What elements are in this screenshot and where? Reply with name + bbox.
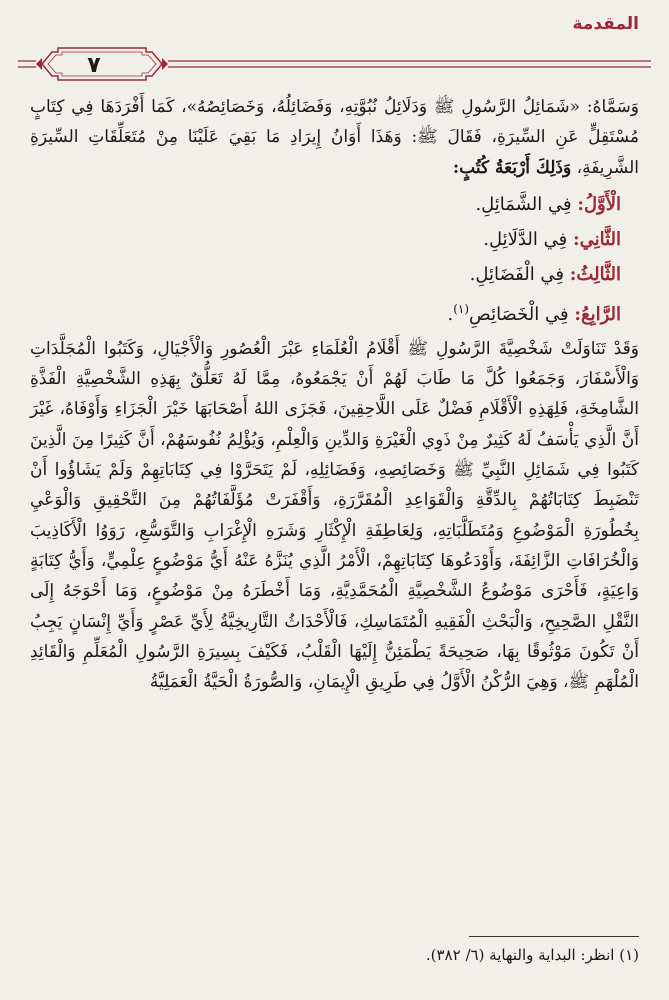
list-item: [30, 187, 621, 222]
footnote-text: انظر: البداية والنهاية (٦/ ٣٨٢).: [425, 946, 615, 964]
footnote-marker: (١): [619, 946, 639, 964]
list-item-text: فِي الْفَضَائِلِ.: [469, 263, 565, 285]
footnote: [30, 944, 639, 966]
list-item-text: فِي الشَّمَائِلِ.: [475, 193, 572, 215]
list-item-end: .: [447, 303, 454, 325]
list-item-term: الرَّابِعُ:: [574, 303, 621, 325]
list-item-term: الثَّانِي:: [572, 228, 621, 250]
intro-text: وَسَمَّاهُ: «شَمَائِلُ الرَّسُولِ ﷺ وَدَلَائِلُ نُبُوَّتِهِ، وَفَضَائِلُهُ، وَخَصَائِصُهُ»، كَمَا أَفْرَدَهَا فِي كِتَابٍ مُسْتَقِلٍّ عَنِ السِّيرَةِ، فَقَالَ ﷺ: وَهَذَا أَوَانُ إِيرَادِ مَا بَقِيَ عَلَيْنَا مِنْ مُتَعَلِّقَاتِ السِّيرَةِ الشَّرِيفَةِ،: [30, 97, 639, 178]
page-header: [30, 14, 639, 36]
list-item: [30, 222, 621, 257]
ornament-arrow-right: [162, 58, 168, 70]
list-item-text: فِي الْخَصَائِصِ: [469, 303, 569, 325]
books-list: [30, 187, 639, 332]
footnote-reference: (١): [453, 301, 470, 316]
list-item-term: الثَّالِثُ:: [569, 263, 621, 285]
list-item-text: فِي الدَّلَائِلِ.: [483, 228, 568, 250]
list-item-term: الْأَوَّلُ:: [577, 193, 621, 215]
main-text: [30, 92, 639, 697]
running-title: المقدمة: [572, 14, 639, 34]
page-number: ٧: [87, 53, 101, 78]
intro-paragraph: [30, 92, 639, 183]
list-item: [30, 257, 621, 292]
list-item: [30, 292, 621, 332]
footnote-divider: [469, 936, 639, 937]
intro-bold-text: وَذَلِكَ أَرْبَعَةُ كُتُبٍ:: [452, 157, 572, 178]
body-paragraph: وَقَدْ تَنَاوَلَتْ شَخْصِيَّةَ الرَّسُولِ ﷺ أَقْلَامُ الْعُلَمَاءِ عَبْرَ الْعُصُورِ وَالْأَجْيَالِ، وَكَتَبُوا الْمُجَلَّدَاتِ وَالْأَسْفَارَ، وَجَمَعُوا كُلَّ مَا طَابَ لَهُمْ أَنْ يَجْمَعُوهُ، مِمَّا لَهُ تَعَلُّقٌ بِهَذِهِ الشَّخْصِيَّةِ الْفَذَّةِ الشَّامِخَةِ، فَلِهَذِهِ الْأَقْلَامِ فَضْلٌ عَلَى اللَّاحِقِينَ، فَجَزَى اللهُ أَصْحَابَهَا خَيْرَ الْجَزَاءِ وَأَوْفَاهُ، غَيْرَ أَنَّ الَّذِي يَأْسَفُ لَهُ كَثِيرٌ مِنْ ذَوِي الْغَيْرَةِ وَالدِّينِ وَالْعِلْمِ، وَيُؤْلِمُ نُفُوسَهُمْ، أَنَّ كَثِيرًا مِنَ الَّذِينَ كَتَبُوا فِي شَمَائِلِ النَّبِيِّ ﷺ وَخَصَائِصِهِ، وَفَضَائِلِهِ، لَمْ يَتَحَرَّوْا فِي كِتَابَاتِهِمْ وَلَمْ يَشَاؤُوا أَنْ تَنْضَبِطَ كِتَابَاتُهُمْ بِالدِّقَّةِ وَالْقَوَاعِدِ الْمُقَرَّرَةِ، وَأَقْفَرَتْ مُؤَلَّفَاتُهُمْ مِنَ التَّحْقِيقِ وَالْوَعْيِ بِخُطُورَةِ الْمَوْضُوعِ وَمُتَطَلَّبَاتِهِ، وَلِعَاطِفَةِ الْإِكْثَارِ وَشَرَهِ الْإِغْرَابِ وَالتَّوَسُّعِ، رَوَوُا الْأَكَاذِيبَ وَالْخُرَافَاتِ الزَّائِفَةَ، وَأَوْدَعُوهَا كِتَابَاتِهِمْ، الْأَمْرُ الَّذِي يُنَزَّهُ عَنْهُ أَيُّ مَوْضُوعٍ عِلْمِيٍّ، وَأَيُّ كِتَابَةٍ وَاعِيَةٍ، فَأَحْرَى مَوْضُوعُ الشَّخْصِيَّةِ الْمُحَمَّدِيَّةِ، وَمَا أَخْطَرَهُ مِنْ مَوْضُوعٍ، وَمَا أَحْوَجَهُ إِلَى النَّقْلِ الصَّحِيحِ، وَالْبَحْثِ الْفَقِيهِ الْمُتَمَاسِكِ، فَالْأَحْدَاثُ التَّارِيخِيَّةُ لِأَيِّ عَصْرٍ وَأَيِّ إِنْسَانٍ يَجِبُ أَنْ تَكُونَ مَوْثُوقًا بِهَا، صَحِيحَةً يَطْمَئِنُّ إِلَيْهَا الْقَلْبُ، فَكَيْفَ بِسِيرَةِ الرَّسُولِ الْمُعَلِّمِ وَالْقَائِدِ الْمُلْهَمِ ﷺ، وَهِيَ الرُّكْنُ الْأَوَّلُ فِي طَرِيقِ الْإِيمَانِ، وَالصُّورَةُ الْحَيَّةُ الْعَمَلِيَّةُ: [30, 338, 639, 693]
